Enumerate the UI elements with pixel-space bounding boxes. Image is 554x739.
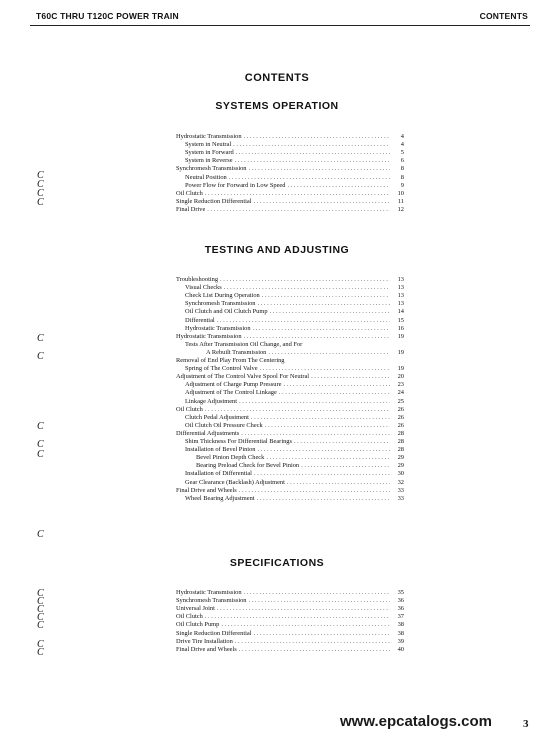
toc-entry <box>176 621 404 629</box>
toc-entry <box>176 149 404 157</box>
toc-entry <box>176 206 404 214</box>
dot-leader <box>254 470 390 478</box>
toc-entry-page: 33 <box>397 486 404 494</box>
dot-leader <box>266 454 390 462</box>
toc-entry-label: Oil Clutch <box>176 405 203 413</box>
toc-entry-label: Single Reduction Differential <box>176 629 252 637</box>
toc-entry-page: 10 <box>397 189 404 197</box>
toc-entry <box>176 613 404 621</box>
toc-entry <box>176 365 404 373</box>
toc-entry-page: 26 <box>397 421 404 429</box>
toc-entry-label: System in Forward <box>185 149 234 157</box>
toc-entry <box>176 165 404 173</box>
dot-leader <box>254 630 391 638</box>
toc-entry-page: 37 <box>397 613 404 621</box>
toc-entry-label: Universal Joint <box>176 605 215 613</box>
toc-entry <box>176 284 404 292</box>
toc-entry-page: 29 <box>397 454 404 462</box>
toc-entry-page: 8 <box>400 165 404 173</box>
dot-leader <box>205 190 390 198</box>
dot-leader <box>260 365 390 373</box>
dot-leader <box>287 479 390 487</box>
dot-leader <box>220 276 390 284</box>
toc-entry-page: 24 <box>397 389 404 397</box>
toc-entry <box>176 308 404 316</box>
dot-leader <box>251 414 390 422</box>
toc-entry-label: Bevel Pinion Depth Check <box>196 454 265 462</box>
toc-entry <box>176 317 404 325</box>
toc-entry-page: 35 <box>397 589 404 596</box>
toc-entry-label: Final Drive and Wheels <box>176 645 237 653</box>
toc-entry <box>176 470 404 478</box>
dot-leader <box>239 398 390 406</box>
toc-entry-page: 28 <box>397 438 404 445</box>
toc-entry <box>176 438 404 446</box>
toc-entry-page: 19 <box>397 332 404 340</box>
toc-entry <box>176 422 404 430</box>
dot-leader <box>270 308 390 316</box>
toc-entry-label: Single Reduction Differential <box>176 197 252 205</box>
toc-entry-label: Power Flow for Forward in Low Speed <box>185 181 286 189</box>
toc-entry-label: Check List During Operation <box>185 292 260 300</box>
toc-entry <box>176 341 404 349</box>
toc-entry <box>176 605 404 613</box>
toc-entry <box>176 325 404 333</box>
dot-leader <box>244 333 390 341</box>
toc-entry-label: Clutch Pedal Adjustment <box>185 413 249 421</box>
toc-entry-label: Oil Clutch and Oil Clutch Pump <box>185 308 268 316</box>
toc-entry <box>176 300 404 308</box>
watermark-site: www.epcatalogs.com <box>340 713 492 730</box>
toc-entry-page: 8 <box>400 173 404 181</box>
dot-leader <box>235 157 390 165</box>
dot-leader <box>254 198 391 206</box>
toc-entry <box>176 276 404 284</box>
toc-entry-label: Visual Checks <box>185 284 222 292</box>
toc-entry-label: Synchromesh Transmission <box>176 165 247 173</box>
toc-entry <box>176 406 404 414</box>
dot-leader <box>257 446 390 454</box>
dot-leader <box>229 174 390 182</box>
toc-entry-page: 36 <box>397 597 404 605</box>
toc-entry-page: 30 <box>397 470 404 478</box>
toc-entry-label: Shim Thickness For Differential Bearings <box>185 438 292 445</box>
toc-entry-label: Tests After Transmission Oil Change, and For <box>185 340 303 348</box>
revision-mark: C <box>37 612 44 623</box>
toc-entry <box>176 157 404 165</box>
toc-entry-page: 28 <box>397 446 404 454</box>
toc-entry <box>176 495 404 503</box>
dot-leader <box>217 317 390 325</box>
toc-entry <box>176 462 404 470</box>
toc-entry <box>176 373 404 381</box>
toc-entry <box>176 190 404 198</box>
dot-leader <box>257 300 390 308</box>
toc-entry-page: 6 <box>400 157 404 165</box>
toc-entry-label: Drive Tire Installation <box>176 637 233 645</box>
toc-entry-label: Hydrostatic Transmission <box>176 589 242 596</box>
toc-entry-label: Differential <box>185 316 215 324</box>
revision-mark: C <box>37 596 44 607</box>
toc-entry-label: Adjustment of The Control Linkage <box>185 389 277 397</box>
toc-entry-label: System in Reverse <box>185 157 233 165</box>
dot-leader <box>217 605 390 613</box>
toc-entry-page: 15 <box>397 316 404 324</box>
revision-mark: C <box>37 351 44 362</box>
toc-entry-label: Oil Clutch <box>176 189 203 197</box>
toc-entry <box>176 446 404 454</box>
toc-entry-label: Spring of The Control Valve <box>185 365 258 373</box>
revision-mark: C <box>37 647 44 658</box>
toc-entry-page: 9 <box>400 181 404 189</box>
toc-entry-page: 13 <box>397 284 404 292</box>
toc-entry <box>176 174 404 182</box>
toc-entry-label: Hydrostatic Transmission <box>176 133 242 140</box>
toc-entry-label: Oil Clutch Pump <box>176 621 220 629</box>
toc-entry-page: 13 <box>397 276 404 283</box>
dot-leader <box>239 487 390 495</box>
toc-entry-label: Hydrostatic Transmission <box>176 332 242 340</box>
toc-entry-label: Installation of Bevel Pinion <box>185 446 256 454</box>
revision-mark: C <box>37 439 44 450</box>
toc-entry-page: 26 <box>397 413 404 421</box>
revision-mark: C <box>37 639 44 650</box>
toc-entry <box>176 292 404 300</box>
toc-entry-page: 19 <box>397 365 404 373</box>
toc-entry-label: Neutral Position <box>185 173 227 181</box>
dot-leader <box>236 149 390 157</box>
toc-entry-label: Linkage Adjustment <box>185 397 238 405</box>
toc-entry-label: System in Neutral <box>185 141 232 149</box>
toc-entry-label: Final Drive and Wheels <box>176 486 237 494</box>
toc-entry-page: 12 <box>397 205 404 213</box>
toc-entry-page: 13 <box>397 300 404 308</box>
revision-mark: C <box>37 588 44 599</box>
toc-entry-page: 38 <box>397 629 404 637</box>
section-heading-systems-operation: SYSTEMS OPERATION <box>215 100 339 112</box>
dot-leader <box>253 325 390 333</box>
toc-entry-label: Adjustment of The Control Valve Spool For Neutral <box>176 373 310 381</box>
toc-entry-page: 4 <box>400 133 404 140</box>
toc-entry <box>176 333 404 341</box>
dot-leader <box>265 422 390 430</box>
toc-entry <box>176 646 404 654</box>
dot-leader <box>301 462 390 470</box>
toc-entry-page: 13 <box>397 292 404 300</box>
dot-leader <box>207 206 390 214</box>
toc-entry-page: 20 <box>397 373 404 381</box>
running-header-section: CONTENTS <box>479 11 528 21</box>
toc-entry-page: 5 <box>400 149 404 157</box>
toc-entry-page: 28 <box>397 429 404 437</box>
page-title: CONTENTS <box>244 72 310 84</box>
toc-entry-label: Synchromesh Transmission <box>176 597 247 605</box>
running-header-title: T60C THRU T120C POWER TRAIN <box>36 11 179 21</box>
toc-entry-page: 39 <box>397 637 404 645</box>
toc-entry <box>176 414 404 422</box>
revision-mark: C <box>37 333 44 344</box>
toc-entry-label: Hydrostatic Transmission <box>185 324 251 332</box>
toc-entry-page: 14 <box>397 308 404 316</box>
section-heading-testing-and-adjusting: TESTING AND ADJUSTING <box>204 244 350 256</box>
revision-mark: C <box>37 170 44 181</box>
toc-entry-page: 29 <box>397 462 404 470</box>
toc-entry <box>176 381 404 389</box>
dot-leader <box>268 349 390 357</box>
toc-entry-page: 23 <box>397 381 404 389</box>
toc-entry-page: 40 <box>397 645 404 653</box>
dot-leader <box>235 638 390 646</box>
toc-entry <box>176 198 404 206</box>
toc-entry-label: Adjustment of Charge Pump Pressure <box>185 381 282 389</box>
dot-leader <box>244 589 390 597</box>
toc-entry-label: Oil Clutch <box>176 613 203 621</box>
toc-entry-page: 32 <box>397 478 404 486</box>
toc-entry <box>176 630 404 638</box>
dot-leader <box>221 621 390 629</box>
toc-entry-page: 11 <box>397 197 404 205</box>
toc-entry-label: Gear Clearance (Backlash) Adjustment <box>185 478 285 486</box>
page-number: 3 <box>523 718 529 730</box>
dot-leader <box>262 292 390 300</box>
header-rule <box>30 25 530 26</box>
dot-leader <box>205 613 390 621</box>
dot-leader <box>224 284 390 292</box>
dot-leader <box>279 389 390 397</box>
dot-leader <box>233 141 390 149</box>
toc-entry-page: 19 <box>397 348 404 356</box>
toc-entry <box>176 430 404 438</box>
toc-entry <box>176 638 404 646</box>
toc-entry <box>176 389 404 397</box>
toc-entry-label: Removal of End Play From The Centering <box>176 357 285 364</box>
toc-entry-label: Final Drive <box>176 205 206 213</box>
revision-mark: C <box>37 620 44 631</box>
toc-entry <box>176 487 404 495</box>
revision-mark: C <box>37 188 44 199</box>
dot-leader <box>241 430 390 438</box>
dot-leader <box>287 182 390 190</box>
toc-entry-page: 36 <box>397 605 404 613</box>
dot-leader <box>244 133 390 141</box>
toc-entry-page: 25 <box>397 397 404 405</box>
dot-leader <box>257 495 390 503</box>
toc-entry-page: 16 <box>397 324 404 332</box>
toc-entry-label: Bearing Preload Check for Bevel Pinion <box>196 462 300 470</box>
revision-mark: C <box>37 449 44 460</box>
toc-entry <box>176 357 404 365</box>
toc-entry-label: Troubleshooting <box>176 276 219 283</box>
dot-leader <box>248 165 390 173</box>
toc-entry <box>176 349 404 357</box>
section-heading-specifications: SPECIFICATIONS <box>229 557 325 569</box>
toc-entry-page: 4 <box>400 141 404 149</box>
toc-entry-page: 26 <box>397 405 404 413</box>
revision-mark: C <box>37 179 44 190</box>
revision-mark: C <box>37 604 44 615</box>
dot-leader <box>205 406 390 414</box>
toc-entry-label: Oil Clutch Oil Pressure Check <box>185 421 263 429</box>
toc-entry-label: Wheel Bearing Adjustment <box>185 494 255 502</box>
revision-mark: C <box>37 421 44 432</box>
toc-entry <box>176 597 404 605</box>
toc-entry-page: 38 <box>397 621 404 629</box>
toc-entry <box>176 398 404 406</box>
toc-entry-page: 33 <box>397 494 404 502</box>
toc-entry <box>176 454 404 462</box>
dot-leader <box>239 646 390 654</box>
toc-entry-label: Installation of Differential <box>185 470 252 478</box>
dot-leader <box>294 438 390 446</box>
toc-entry-label: Synchromesh Transmission <box>185 300 256 308</box>
revision-mark: C <box>37 197 44 208</box>
toc-entry <box>176 589 404 597</box>
dot-leader <box>283 381 390 389</box>
revision-mark: C <box>37 529 44 540</box>
toc-entry <box>176 133 404 141</box>
toc-entry-label: Differential Adjustments <box>176 429 240 437</box>
toc-entry <box>176 182 404 190</box>
toc-entry <box>176 141 404 149</box>
toc-entry-label: A Rebuilt Transmission <box>206 348 267 356</box>
toc-entry <box>176 479 404 487</box>
dot-leader <box>311 373 390 381</box>
dot-leader <box>248 597 390 605</box>
